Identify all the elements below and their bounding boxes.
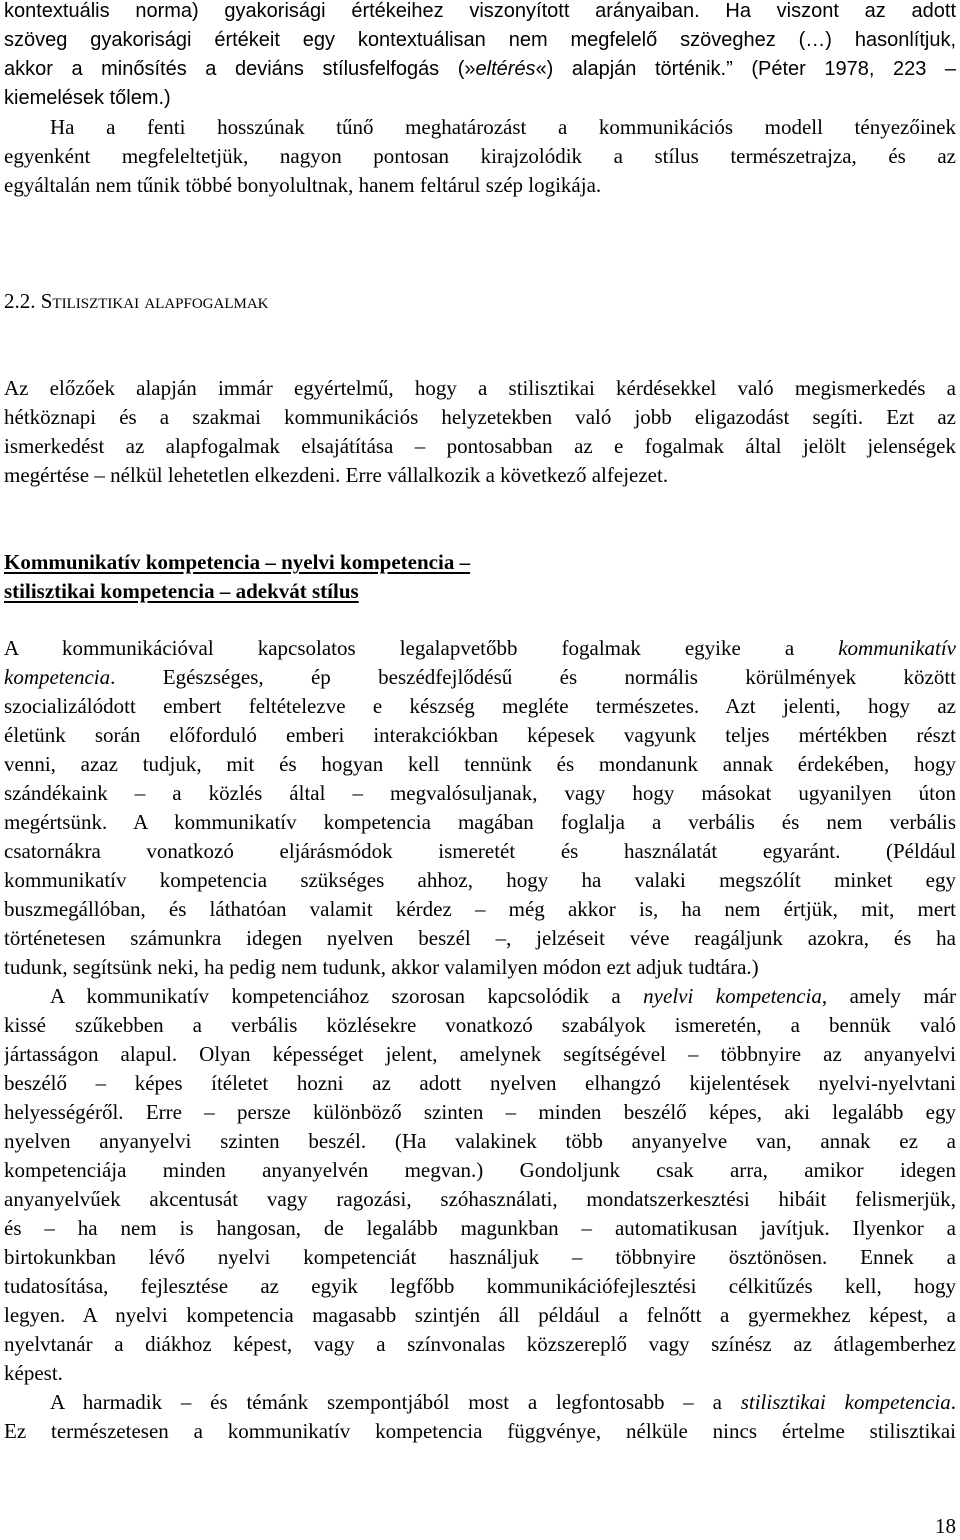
text-span: A kommunikatív kompetenciához szorosan kapcsolódik a bbox=[50, 984, 621, 1008]
subheading-line bbox=[4, 576, 956, 606]
page-number: 18 bbox=[935, 1514, 956, 1538]
text-line: kissé szűkebben a verbális közlésekre vonatkozó szabályok ismeretén, a bennük való bbox=[4, 1013, 956, 1037]
text-line: megértsünk. A kommunikatív kompetencia magában foglalja a verbális és nem verbális bbox=[4, 810, 956, 834]
text-line: Az előzőek alapján immár egyértelmű, hogy a stilisztikai kérdésekkel való megismerkedés a bbox=[4, 376, 956, 400]
text-line: kompetenciája minden anyanyelvén megvan.) Gondoljunk csak arra, amikor idegen bbox=[4, 1158, 956, 1182]
italic-term: kompetencia bbox=[4, 665, 111, 689]
italic-term: kommunikatív bbox=[838, 636, 956, 660]
text-line: birtokunkban lévő nyelvi kompetenciát használjuk – többnyire ösztönösen. Ennek a bbox=[4, 1245, 956, 1269]
text-line: kommunikatív kompetencia szükséges ahhoz, hogy ha valaki megszólít minket egy bbox=[4, 868, 956, 892]
text-line: szöveg gyakorisági értékeit egy kontextuálisan nem megfelelő szöveghez (…) hasonlítjuk, bbox=[4, 29, 956, 51]
text-line: legyen. A nyelvi kompetencia magasabb szintjén áll például a felnőtt a gyermekhez képest, a bbox=[4, 1303, 956, 1327]
text-span: «) alapján történik.” (Péter 1978, 223 – bbox=[535, 58, 956, 80]
text-line: szocializálódott embert feltételezve e készség megléte természetes. Azt jelenti, hogy az bbox=[4, 694, 956, 718]
text-line: buszmegállóban, és láthatóan valamit kérdez – még akkor is, ha nem értjük, mit, mert bbox=[4, 897, 956, 921]
section-heading bbox=[4, 286, 956, 316]
text-line: egyenként megfeleltetjük, nagyon pontosan kirajzolódik a stílus természetrajza, és az bbox=[4, 144, 956, 168]
text-line: csatornákra vonatkozó eljárásmódok ismeretét és használatát egyaránt. (Például bbox=[4, 839, 956, 863]
text-line bbox=[4, 633, 956, 663]
text-line: beszélő – képes ítéletet hozni az adott nyelven elhangzó kijelentések nyelvi-nyelvtani bbox=[4, 1071, 956, 1095]
text-line: ismerkedést az alapfogalmak elsajátítása – pontosabban az e fogalmak által jelölt jelenségek bbox=[4, 434, 956, 458]
text-line: nyelven anyanyelvi szinten beszél. (Ha valakinek több anyanyelve van, annak ez a bbox=[4, 1129, 956, 1153]
text-line: megértése – nélkül lehetetlen elkezdeni. Erre vállalkozik a következő alfejezet. bbox=[4, 463, 669, 487]
text-line: történetesen számunkra idegen nyelven beszél –, jelzéseit véve reagáljunk azokra, és ha bbox=[4, 926, 956, 950]
italic-term: stilisztikai kompetencia bbox=[740, 1390, 951, 1414]
text-span: . bbox=[950, 1390, 956, 1414]
text-line: anyanyelvűek akcentusát vagy ragozási, szóhasználati, mondatszerkesztési hibáit felismerjük, bbox=[4, 1187, 956, 1211]
text-line bbox=[50, 1387, 956, 1417]
text-line: tudatosítása, fejlesztése az egyik legfőbb kommunikációfejlesztési célkitűzés kell, hogy bbox=[4, 1274, 956, 1298]
text-line: egyáltalán nem tűnik többé bonyolultnak, hanem feltárul szép logikája. bbox=[4, 173, 602, 197]
text-span: , amely már bbox=[821, 984, 956, 1008]
section-number: 2.2. bbox=[4, 289, 36, 313]
subheading-text: Kommunikatív kompetencia – nyelvi kompetencia – bbox=[4, 550, 471, 574]
text-line bbox=[4, 54, 956, 84]
text-line: nyelvtanár a diákhoz képest, vagy a színvonalas közszereplő vagy színész az átlagemberhez bbox=[4, 1332, 956, 1356]
text-line: venni, azaz tudjuk, mit és hogyan kell tennünk és mondanunk annak érdekében, hogy bbox=[4, 752, 956, 776]
section-title: Stilisztikai alapfogalmak bbox=[40, 289, 269, 313]
text-span: A harmadik – és témánk szempontjából most a legfontosabb – a bbox=[50, 1390, 722, 1414]
italic-term: eltérés bbox=[475, 58, 536, 80]
text-line: Ha a fenti hosszúnak tűnő meghatározást a kommunikációs modell tényezőinek bbox=[50, 115, 956, 139]
text-span: A kommunikációval kapcsolatos legalapvetőbb fogalmak egyike a bbox=[4, 636, 795, 660]
text-line: képest. bbox=[4, 1361, 63, 1385]
text-line: életünk során előforduló emberi interakciókban képesek vagyunk teljes mértékben részt bbox=[4, 723, 956, 747]
subheading-text: stilisztikai kompetencia – adekvát stílus bbox=[4, 579, 359, 603]
text-line: tudunk, segítsünk neki, ha pedig nem tudunk, akkor valamilyen módon ezt adjuk tudtára.) bbox=[4, 955, 759, 979]
italic-term: nyelvi kompetencia bbox=[643, 984, 822, 1008]
text-line: hétköznapi és a szakmai kommunikációs helyzetekben való jobb eligazodást segíti. Ezt az bbox=[4, 405, 956, 429]
text-line: kontextuális norma) gyakorisági értékeihez viszonyított arányaiban. Ha viszont az adott bbox=[4, 0, 956, 22]
text-line: jártasságon alapul. Olyan képességet jelent, amelynek segítségével – többnyire az anyanyelvi bbox=[4, 1042, 956, 1066]
text-line bbox=[4, 662, 956, 692]
text-span: akkor a minősítés a deviáns stílusfelfogás (» bbox=[4, 58, 476, 80]
text-span: . Egészséges, ép beszédfejlődésű és normális körülmények között bbox=[110, 665, 956, 689]
text-line: és – ha nem is hangosan, de legalább magunkban – automatikusan javítjuk. Ilyenkor a bbox=[4, 1216, 956, 1240]
text-line: helyességéről. Erre – persze különböző szinten – minden beszélő képes, aki legalább egy bbox=[4, 1100, 956, 1124]
text-line: kiemelések tőlem.) bbox=[4, 87, 171, 109]
text-line bbox=[50, 981, 956, 1011]
text-line: szándékaink – a közlés által – megvalósuljanak, vagy hogy másokat ugyanilyen úton bbox=[4, 781, 956, 805]
text-line: Ez természetesen a kommunikatív kompetencia függvénye, nélküle nincs értelme stilisztikai bbox=[4, 1419, 956, 1443]
subheading-line bbox=[4, 547, 956, 577]
